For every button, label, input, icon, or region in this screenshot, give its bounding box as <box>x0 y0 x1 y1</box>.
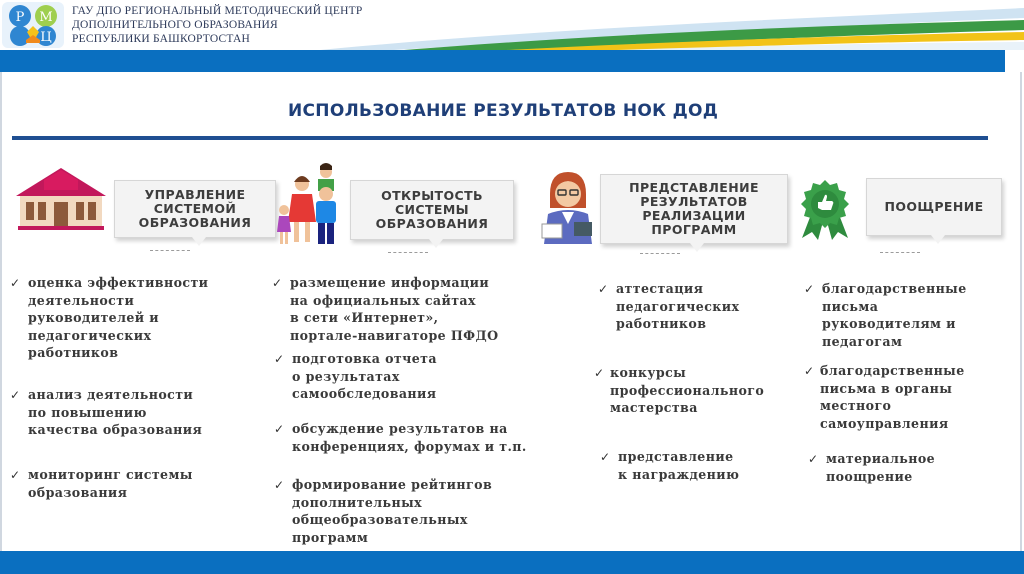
list-item <box>616 280 739 333</box>
list-item <box>292 350 437 403</box>
organization-name <box>72 4 362 46</box>
item-line: мониторинг системы <box>28 467 193 482</box>
item-line: формирование рейтингов <box>292 477 493 492</box>
item-line: на официальных сайтах <box>290 292 476 308</box>
category-openness-line-3: ОБРАЗОВАНИЯ <box>375 216 489 231</box>
item-line: конференциях, форумах и т.п. <box>292 438 527 454</box>
check-icon: ✓ <box>274 352 285 366</box>
list-item <box>292 420 527 455</box>
logo-letter-ts: Ц <box>40 30 52 45</box>
school-building-icon <box>14 166 108 230</box>
category-openness <box>350 180 514 240</box>
item-line: конкурсы <box>610 365 687 380</box>
org-line-3: РЕСПУБЛИКИ БАШКОРТОСТАН <box>72 33 251 45</box>
category-management-line-1: УПРАВЛЕНИЕ <box>144 187 246 202</box>
check-icon: ✓ <box>274 478 285 492</box>
list-item <box>28 386 202 439</box>
category-encouragement <box>866 178 1002 236</box>
check-icon: ✓ <box>594 366 605 380</box>
frame-left <box>0 72 2 552</box>
header-band-end <box>1005 50 1024 72</box>
check-icon: ✓ <box>274 422 285 436</box>
item-line: портале-навигаторе ПФДО <box>290 327 499 343</box>
item-line: письма <box>822 298 879 314</box>
item-line: аттестация <box>616 281 704 296</box>
dash-1 <box>150 250 190 251</box>
item-line: о результатах <box>292 368 400 384</box>
header <box>0 0 1024 52</box>
teacher-icon <box>536 168 600 244</box>
check-icon: ✓ <box>804 282 815 296</box>
list-item <box>28 274 208 362</box>
category-management <box>114 180 276 238</box>
check-icon: ✓ <box>804 364 815 378</box>
item-line: письма в органы <box>820 380 953 396</box>
item-line: анализ деятельности <box>28 387 194 402</box>
item-line: поощрение <box>826 468 913 484</box>
item-line: руководителям и <box>822 316 956 331</box>
category-encouragement-line-1: ПООЩРЕНИЕ <box>884 199 984 214</box>
category-openness-line-2: СИСТЕМЫ <box>394 202 470 217</box>
item-line: благодарственные <box>822 281 967 296</box>
item-line: деятельности <box>28 292 135 308</box>
item-line: материальное <box>826 451 936 466</box>
list-item <box>290 274 498 344</box>
item-line: в сети «Интернет», <box>290 310 439 325</box>
item-line: к награждению <box>618 466 740 482</box>
dash-2 <box>388 252 428 253</box>
list-item <box>820 362 965 432</box>
list-item <box>292 476 492 546</box>
category-openness-line-1: ОТКРЫТОСТЬ <box>381 188 483 203</box>
item-line: мастерства <box>610 400 698 415</box>
dash-4 <box>880 252 920 253</box>
category-results-line-1: ПРЕДСТАВЛЕНИЕ <box>629 180 759 195</box>
category-results-line-2: РЕЗУЛЬТАТОВ <box>640 194 748 209</box>
list-item <box>610 364 764 417</box>
check-icon: ✓ <box>272 276 283 290</box>
item-line: благодарственные <box>820 363 965 378</box>
header-blue-band <box>0 50 1005 72</box>
category-results-line-4: ПРОГРАММ <box>651 222 737 237</box>
footer-blue-band <box>0 551 1024 574</box>
list-item <box>826 450 935 485</box>
item-line: самоуправления <box>820 415 949 431</box>
item-line: педагогам <box>822 333 903 349</box>
list-item <box>822 280 967 350</box>
item-line: работников <box>616 316 707 331</box>
rmc-logo <box>2 2 64 48</box>
item-line: образования <box>28 484 128 500</box>
category-management-line-2: СИСТЕМОЙ <box>153 201 237 216</box>
item-line: педагогических <box>28 327 152 343</box>
slide-title: ИСПОЛЬЗОВАНИЕ РЕЗУЛЬТАТОВ НОК ДОД <box>288 101 719 121</box>
title-rule <box>12 136 988 140</box>
check-icon: ✓ <box>10 388 21 402</box>
award-badge-icon <box>794 178 856 240</box>
item-line: дополнительных <box>292 494 423 510</box>
category-results <box>600 174 788 244</box>
item-line: руководителей и <box>28 310 160 325</box>
logo-letter-m: М <box>39 10 53 25</box>
item-line: работников <box>28 345 119 360</box>
check-icon: ✓ <box>600 450 611 464</box>
item-line: педагогических <box>616 298 740 314</box>
item-line: общеобразовательных <box>292 512 468 527</box>
item-line: качества образования <box>28 422 203 437</box>
dash-3 <box>640 253 680 254</box>
logo-letter-r: Р <box>15 10 25 25</box>
item-line: программ <box>292 529 369 545</box>
category-results-line-3: РЕАЛИЗАЦИИ <box>642 208 746 223</box>
check-icon: ✓ <box>808 452 819 466</box>
item-line: самообследования <box>292 386 437 401</box>
check-icon: ✓ <box>10 276 21 290</box>
family-icon <box>276 162 348 246</box>
item-line: подготовка отчета <box>292 351 437 366</box>
item-line: оценка эффективности <box>28 275 209 290</box>
check-icon: ✓ <box>598 282 609 296</box>
item-line: представление <box>618 449 734 464</box>
list-item <box>618 448 739 483</box>
item-line: размещение информации <box>290 275 490 290</box>
list-item <box>28 466 193 501</box>
check-icon: ✓ <box>10 468 21 482</box>
item-line: обсуждение результатов на <box>292 421 508 436</box>
frame-right <box>1020 72 1022 552</box>
item-line: профессионального <box>610 382 765 398</box>
org-line-2: ДОПОЛНИТЕЛЬНОГО ОБРАЗОВАНИЯ <box>72 19 278 31</box>
org-line-1: ГАУ ДПО РЕГИОНАЛЬНЫЙ МЕТОДИЧЕСКИЙ ЦЕНТР <box>72 5 363 17</box>
category-management-line-3: ОБРАЗОВАНИЯ <box>138 215 252 230</box>
item-line: местного <box>820 398 892 413</box>
item-line: по повышению <box>28 404 147 420</box>
